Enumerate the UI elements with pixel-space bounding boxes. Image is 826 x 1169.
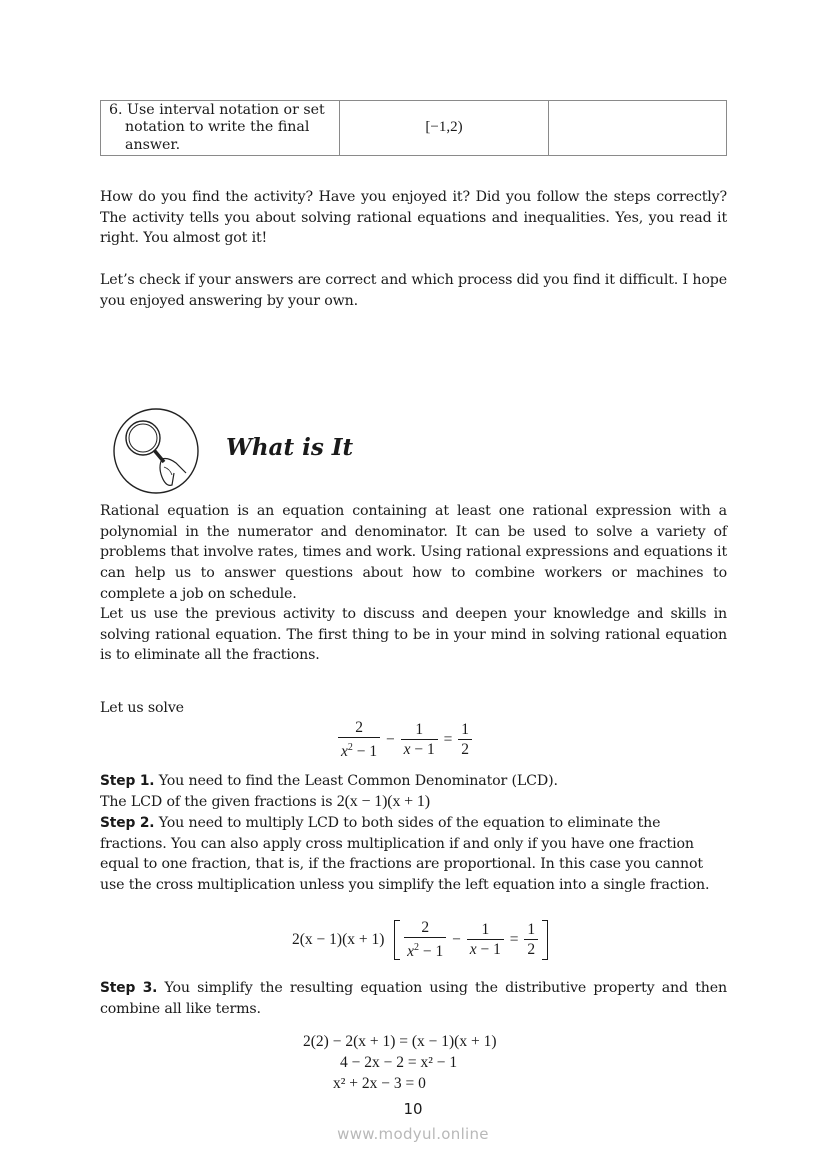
fraction-rhs: $\frac{1}{2}$ [458, 720, 472, 759]
step-1-lcd: The LCD of the given fractions is 2(x − 1)(x + 1) [100, 793, 430, 810]
step-3-line-1: 2(2) − 2(x + 1) = (x − 1)(x + 1) [303, 1033, 497, 1050]
step-2-equation: 2(x − 1)(x + 1) $\frac{2}{x^2 - 1}$ − $\frac{1}{x - 1}$ = $\frac{1}{2}$ [290, 918, 548, 961]
step-1-label: Step 1. [100, 773, 155, 789]
example-equation: $\frac{2}{x^2 - 1}$ − $\frac{1}{x - 1}$ = $\frac{1}{2}$ [338, 718, 472, 761]
step-2-label: Step 2. [100, 815, 155, 831]
intro-paragraph-2: Let us use the previous activity to discuss and deepen your knowledge and skills in solving rational equation. The first thing to be in your mind in solving rational equation is to eliminate all the fractions. [100, 606, 727, 664]
reflection-paragraph-1: How do you find the activity? Have you enjoyed it? Did you follow the steps correctly? The activity tells you about solving rational equations and inequalities. Yes, you read it right. You almost got it! [100, 189, 727, 247]
table-cell-step [101, 101, 340, 156]
step-3-line-2: 4 − 2x − 2 = x² − 1 [340, 1054, 458, 1071]
reflection-paragraph-2: Let’s check if your answers are correct and which process did you find it difficult. I hope you enjoyed answering by your own. [100, 272, 727, 309]
section-title: What is It [226, 434, 354, 461]
page-number: 10 [403, 1100, 423, 1118]
magnifying-glass-hand-icon [112, 407, 200, 495]
table-cell-answer: [−1,2) [340, 101, 549, 156]
table-cell-remarks [549, 101, 727, 156]
step-text: 6. Use interval notation or set notation to write the final answer. [109, 101, 325, 153]
intro-paragraph-1: Rational equation is an equation containing at least one rational expression with a polynomial in the numerator and denominator. It can be used to solve a variety of problems that involve rates, times and work. Using rational expressions and equations it can help us to answer questions about how to combine workers or machines to complete a job on schedule. [100, 503, 727, 602]
activity-table [100, 100, 727, 156]
step-3: Step 3. You simplify the resulting equation using the distributive property and then combine all like terms. [100, 980, 727, 1017]
table-row [101, 101, 727, 156]
fraction-term2: $\frac{1}{x - 1}$ [401, 720, 438, 759]
fraction-term1: $\frac{2}{x^2 - 1}$ [338, 718, 380, 761]
left-bracket [394, 920, 400, 960]
step-2: Step 2. You need to multiply LCD to both sides of the equation to eliminate the fractions. You can also apply cross multiplication if and only if you have one fraction equal to one fraction, that is, if the fractions are proportional. In this case you cannot use the cross multiplication unless you simplify the left equation into a single fraction. [100, 815, 710, 894]
step-1: Step 1. You need to find the Least Common Denominator (LCD). [100, 773, 558, 789]
step-3-label: Step 3. [100, 980, 158, 996]
right-bracket [542, 920, 548, 960]
watermark: www.modyul.online [337, 1125, 489, 1143]
lcd-expression: 2(x − 1)(x + 1) [336, 793, 430, 810]
example-lead: Let us solve [100, 700, 184, 716]
step-3-line-3: x² + 2x − 3 = 0 [333, 1075, 426, 1092]
